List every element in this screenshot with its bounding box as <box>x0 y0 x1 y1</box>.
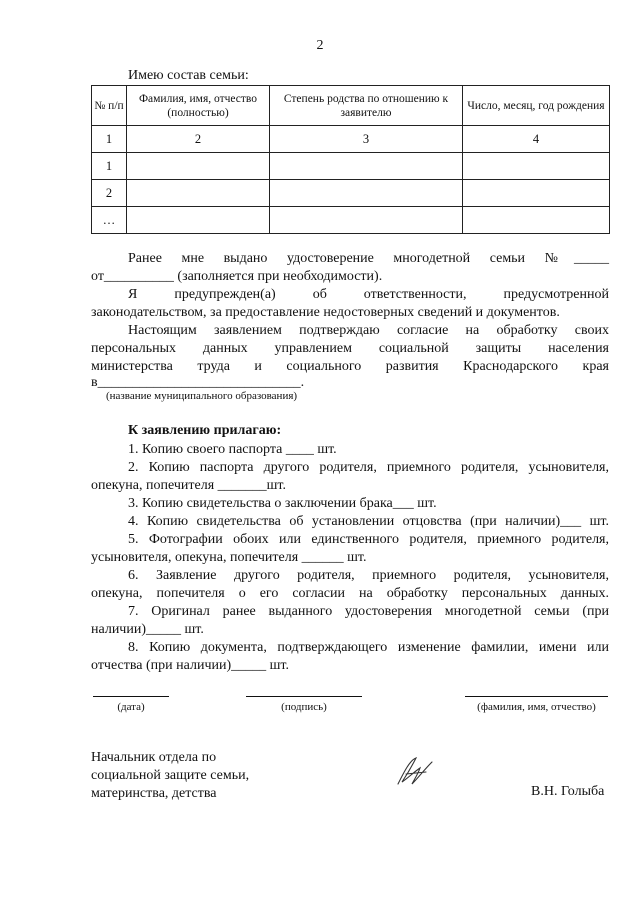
table-row <box>92 180 610 207</box>
position-line-1: Начальник отдела по <box>91 750 217 765</box>
attachment-line-5: 5. Фотографии обоих или единственного родителя, приемного родителя, <box>128 532 609 547</box>
position-line-3: материнства, детства <box>91 786 217 801</box>
table-cell[interactable] <box>463 153 610 180</box>
table-header-row <box>92 86 610 126</box>
consent-line-1: Настоящим заявлением подтверждаю согласие на обработку своих <box>128 323 609 338</box>
header-cell-birthdate: Число, месяц, год рождения <box>463 86 610 126</box>
table-cell[interactable] <box>463 180 610 207</box>
attachment-line-8-cont: отчества (при наличии)_____ шт. <box>91 658 289 673</box>
table-cell[interactable] <box>463 207 610 234</box>
municipality-caption: (название муниципального образования) <box>106 390 298 402</box>
signer-position <box>91 749 249 803</box>
table-row <box>92 207 610 234</box>
table-cell: 1 <box>92 126 127 153</box>
table-cell[interactable] <box>270 207 463 234</box>
table-row <box>92 153 610 180</box>
attachment-line-1: 1. Копию своего паспорта ____ шт. <box>128 442 337 457</box>
name-line[interactable] <box>465 696 608 697</box>
name-caption: (фамилия, имя, отчество) <box>477 701 596 713</box>
warned-line-2: законодательством, за предоставление недостоверных сведений и документов. <box>91 305 560 320</box>
table-cell[interactable] <box>127 180 270 207</box>
table-cell: 1 <box>92 153 127 180</box>
table-cell[interactable] <box>127 153 270 180</box>
attachment-line-4: 4. Копию свидетельства об установлении отцовства (при наличии)___ шт. <box>128 514 609 529</box>
attachment-line-5-cont: усыновителя, опекуна, попечителя ______ шт. <box>91 550 367 565</box>
warned-line-1: Я предупрежден(а) об ответственности, предусмотренной <box>128 287 609 302</box>
date-line[interactable] <box>93 696 169 697</box>
handwritten-signature-icon <box>392 752 440 792</box>
signature-line[interactable] <box>246 696 362 697</box>
table-cell[interactable] <box>270 180 463 207</box>
attachment-line-3: 3. Копию свидетельства о заключении брака___ шт. <box>128 496 437 511</box>
family-table <box>91 85 610 234</box>
page-number: 2 <box>316 38 324 53</box>
family-intro: Имею состав семьи: <box>128 68 249 83</box>
attachment-line-8: 8. Копию документа, подтверждающего изменение фамилии, имени или <box>128 640 609 655</box>
header-cell-name: Фамилия, имя, отчество (полностью) <box>127 86 270 126</box>
certificate-line-2: от__________ (заполняется при необходимости). <box>91 269 383 284</box>
date-caption: (дата) <box>117 701 145 713</box>
attachment-line-2-cont: опекуна, попечителя _______шт. <box>91 478 287 493</box>
certificate-line-1: Ранее мне выдано удостоверение многодетной семьи №_____ <box>128 251 609 266</box>
table-cell: 2 <box>127 126 270 153</box>
attachment-line-6: 6. Заявление другого родителя, приемного родителя, усыновителя, <box>128 568 609 583</box>
table-cell: … <box>92 207 127 234</box>
attachment-line-6-cont: опекуна, попечителя о его согласии на обработку персональных данных. <box>91 586 609 601</box>
attachment-line-7: 7. Оригинал ранее выданного удостоверения многодетной семьи (при <box>128 604 609 619</box>
attachment-line-7-cont: наличии)_____ шт. <box>91 622 204 637</box>
header-cell-relation: Степень родства по отношению к заявителю <box>270 86 463 126</box>
table-cell: 4 <box>463 126 610 153</box>
table-cell: 2 <box>92 180 127 207</box>
header-cell-number: № п/п <box>92 86 127 126</box>
position-line-2: социальной защите семьи, <box>91 768 250 783</box>
table-cell: 3 <box>270 126 463 153</box>
table-cell[interactable] <box>127 207 270 234</box>
consent-line-2: персональных данных управлением социальной защиты населения <box>91 341 609 356</box>
attachments-heading: К заявлению прилагаю: <box>128 423 282 438</box>
signature-caption: (подпись) <box>281 701 327 713</box>
signer-name: В.Н. Голыба <box>531 784 605 799</box>
consent-line-4: в_____________________________. <box>91 375 305 390</box>
table-numbering-row <box>92 126 610 153</box>
attachment-line-2: 2. Копию паспорта другого родителя, приемного родителя, усыновителя, <box>128 460 609 475</box>
consent-line-3: министерства труда и социального развития Краснодарского края <box>91 359 609 374</box>
table-cell[interactable] <box>270 153 463 180</box>
